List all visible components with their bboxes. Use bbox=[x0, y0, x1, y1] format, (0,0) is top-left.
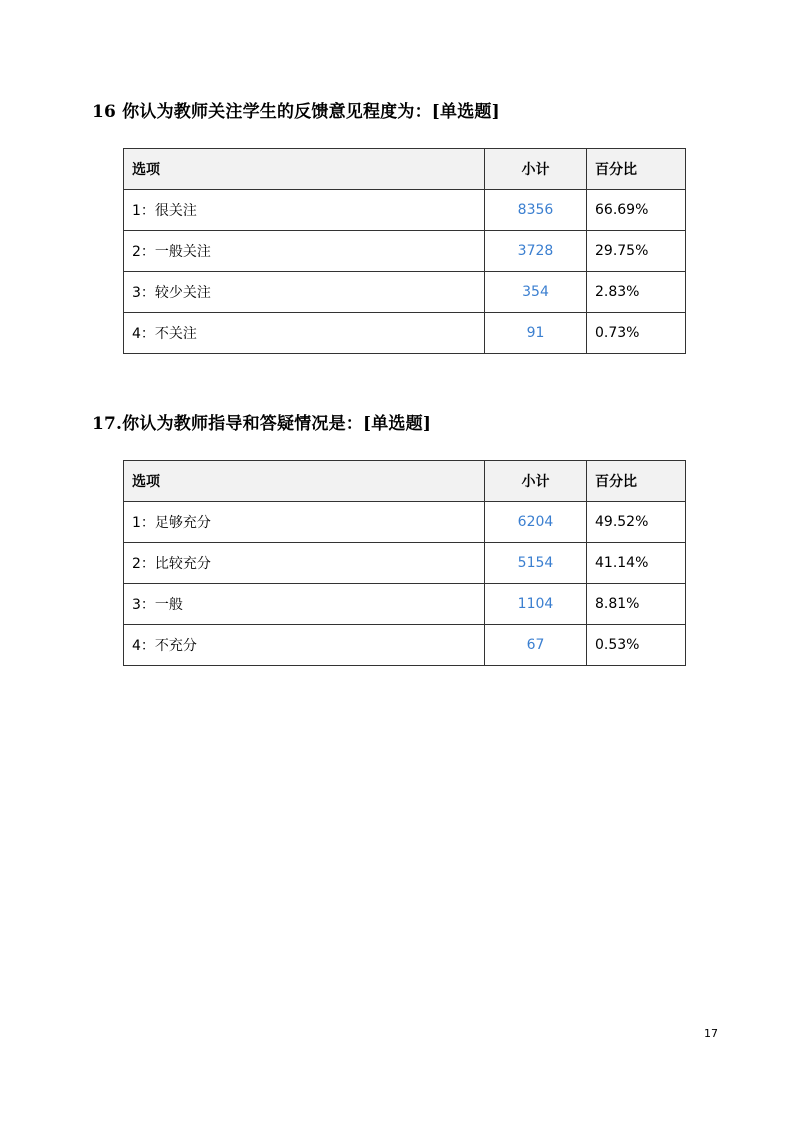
percent-cell: 66.69% bbox=[587, 190, 686, 231]
percent-column-header: 百分比 bbox=[587, 149, 686, 190]
option-cell: 1：足够充分 bbox=[124, 502, 485, 543]
option-column-header: 选项 bbox=[124, 461, 485, 502]
table-header-row bbox=[124, 149, 686, 190]
option-cell: 3：一般 bbox=[124, 584, 485, 625]
count-column-header: 小计 bbox=[485, 461, 587, 502]
option-cell: 3：较少关注 bbox=[124, 272, 485, 313]
percent-cell: 2.83% bbox=[587, 272, 686, 313]
percent-cell: 49.52% bbox=[587, 502, 686, 543]
option-cell: 2：比较充分 bbox=[124, 543, 485, 584]
option-cell: 1：很关注 bbox=[124, 190, 485, 231]
percent-cell: 29.75% bbox=[587, 231, 686, 272]
percent-cell: 41.14% bbox=[587, 543, 686, 584]
option-cell: 4：不充分 bbox=[124, 625, 485, 666]
count-link[interactable]: 6204 bbox=[485, 502, 587, 543]
option-cell: 4：不关注 bbox=[124, 313, 485, 354]
count-link[interactable]: 354 bbox=[485, 272, 587, 313]
count-link[interactable]: 8356 bbox=[485, 190, 587, 231]
count-link[interactable]: 1104 bbox=[485, 584, 587, 625]
question-16-table bbox=[123, 148, 686, 354]
count-link[interactable]: 91 bbox=[485, 313, 587, 354]
table-row bbox=[124, 231, 686, 272]
table-row bbox=[124, 190, 686, 231]
percent-column-header: 百分比 bbox=[587, 461, 686, 502]
table-row bbox=[124, 584, 686, 625]
percent-cell: 8.81% bbox=[587, 584, 686, 625]
page-number: 17 bbox=[704, 1027, 718, 1040]
percent-cell: 0.53% bbox=[587, 625, 686, 666]
table-row bbox=[124, 625, 686, 666]
option-column-header: 选项 bbox=[124, 149, 485, 190]
question-17-title: 17.你认为教师指导和答疑情况是：[单选题] bbox=[92, 414, 432, 434]
count-link[interactable]: 3728 bbox=[485, 231, 587, 272]
table-row bbox=[124, 543, 686, 584]
percent-cell: 0.73% bbox=[587, 313, 686, 354]
count-link[interactable]: 5154 bbox=[485, 543, 587, 584]
count-column-header: 小计 bbox=[485, 149, 587, 190]
table-row bbox=[124, 502, 686, 543]
table-header-row bbox=[124, 461, 686, 502]
question-17-table bbox=[123, 460, 686, 666]
table-row bbox=[124, 313, 686, 354]
count-link[interactable]: 67 bbox=[485, 625, 587, 666]
option-cell: 2：一般关注 bbox=[124, 231, 485, 272]
question-16-title: 16 你认为教师关注学生的反馈意见程度为：[单选题] bbox=[92, 102, 500, 122]
table-row bbox=[124, 272, 686, 313]
